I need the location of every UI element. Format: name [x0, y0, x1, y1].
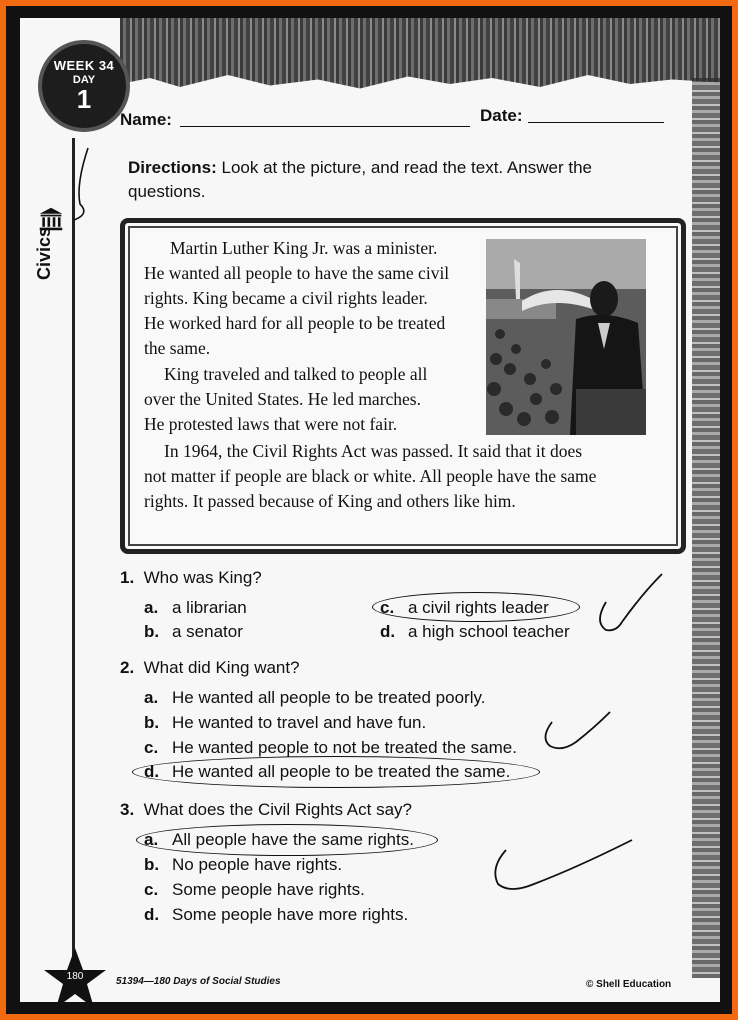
day-number: 1 — [76, 84, 92, 114]
question-2 — [120, 658, 300, 678]
option-text: a librarian — [172, 598, 247, 617]
passage-line: rights. It passed because of King and others like him. — [144, 491, 516, 511]
option-text: Some people have rights. — [172, 880, 365, 899]
directions-label: Directions: — [128, 158, 217, 177]
option-letter: d. — [380, 622, 396, 641]
question-text: Who was King? — [143, 568, 262, 587]
torn-right-edge — [692, 78, 720, 978]
answer-circle — [372, 592, 580, 622]
passage-line: King traveled and talked to people all — [164, 364, 428, 384]
passage-paragraph-3 — [144, 439, 596, 514]
photo-frame — [6, 6, 732, 1014]
option-letter: a. — [144, 598, 159, 617]
option-letter: b. — [144, 713, 160, 732]
option-text: a civil rights leader — [408, 598, 549, 617]
question-number: 1. — [120, 568, 135, 587]
q2-option-c[interactable] — [144, 738, 517, 758]
q2-option-a[interactable] — [144, 688, 485, 708]
date-field[interactable] — [528, 122, 664, 123]
passage-line: rights. King became a civil rights leader. — [144, 288, 428, 308]
option-text: No people have rights. — [172, 855, 343, 874]
checkmark-icon — [536, 708, 616, 758]
directions — [128, 156, 598, 204]
passage-line: over the United States. He led marches. — [144, 389, 421, 409]
question-3 — [120, 800, 412, 820]
answer-circle — [136, 824, 438, 856]
option-text: He wanted to travel and have fun. — [172, 713, 427, 732]
q3-option-c[interactable] — [144, 880, 365, 900]
date-label: Date: — [480, 106, 523, 125]
q2-option-b[interactable] — [144, 713, 426, 733]
passage-line: In 1964, the Civil Rights Act was passed. It said that it does — [164, 441, 583, 461]
passage-line: Martin Luther King Jr. was a minister. — [170, 238, 438, 258]
option-text: Some people have more rights. — [172, 905, 409, 924]
torn-top-edge — [120, 18, 720, 96]
option-letter: b. — [144, 622, 160, 641]
worksheet-page — [20, 18, 720, 1002]
question-number: 3. — [120, 800, 135, 819]
option-text: All people have the same rights. — [172, 830, 414, 849]
week-label: WEEK 34 — [53, 58, 115, 73]
checkmark-icon — [486, 828, 646, 898]
option-letter: d. — [144, 905, 160, 924]
question-text: What does the Civil Rights Act say? — [143, 800, 412, 819]
mlk-speech-photo — [486, 239, 646, 435]
pencil-mark-icon — [68, 144, 98, 224]
subject-label: Civics — [34, 226, 54, 280]
option-letter: c. — [380, 598, 395, 617]
passage-paragraph-2 — [144, 362, 427, 437]
passage-line: He protested laws that were not fair. — [144, 414, 398, 434]
q3-option-b[interactable] — [144, 855, 342, 875]
option-letter: a. — [144, 830, 159, 849]
answer-circle — [132, 756, 540, 788]
q1-option-a[interactable] — [144, 598, 247, 618]
option-letter: c. — [144, 738, 159, 757]
question-number: 2. — [120, 658, 135, 677]
margin-line — [72, 138, 75, 958]
option-text: He wanted people to not be treated the same. — [172, 738, 517, 757]
directions-text: Look at the picture, and read the text. Answer the questions. — [128, 158, 592, 201]
publisher: © Shell Education — [586, 979, 672, 990]
option-text: a high school teacher — [408, 622, 570, 641]
name-field[interactable] — [180, 126, 470, 127]
option-letter: d. — [144, 762, 160, 781]
option-text: He wanted all people to be treated poorly. — [172, 688, 486, 707]
week-day-badge — [38, 40, 130, 132]
passage-line: the same. — [144, 338, 211, 358]
option-text: He wanted all people to be treated the same. — [172, 762, 511, 781]
q1-option-d[interactable] — [380, 622, 570, 642]
q1-option-b[interactable] — [144, 622, 243, 642]
question-1 — [120, 568, 262, 588]
question-text: What did King want? — [143, 658, 300, 677]
option-letter: b. — [144, 855, 160, 874]
option-letter: c. — [144, 880, 159, 899]
page-number: 180 — [66, 971, 84, 982]
option-letter: a. — [144, 688, 159, 707]
book-title: 51394—180 Days of Social Studies — [116, 976, 281, 987]
day-label: DAY — [72, 74, 96, 86]
option-text: a senator — [172, 622, 243, 641]
q3-option-d[interactable] — [144, 905, 408, 925]
passage-line: not matter if people are black or white. All people have the same — [144, 466, 597, 486]
passage-line: He wanted all people to have the same civil — [144, 263, 450, 283]
name-label: Name: — [120, 110, 172, 129]
passage-line: He worked hard for all people to be treated — [144, 313, 446, 333]
checkmark-icon — [592, 572, 672, 642]
passage-paragraph-1 — [144, 236, 449, 361]
